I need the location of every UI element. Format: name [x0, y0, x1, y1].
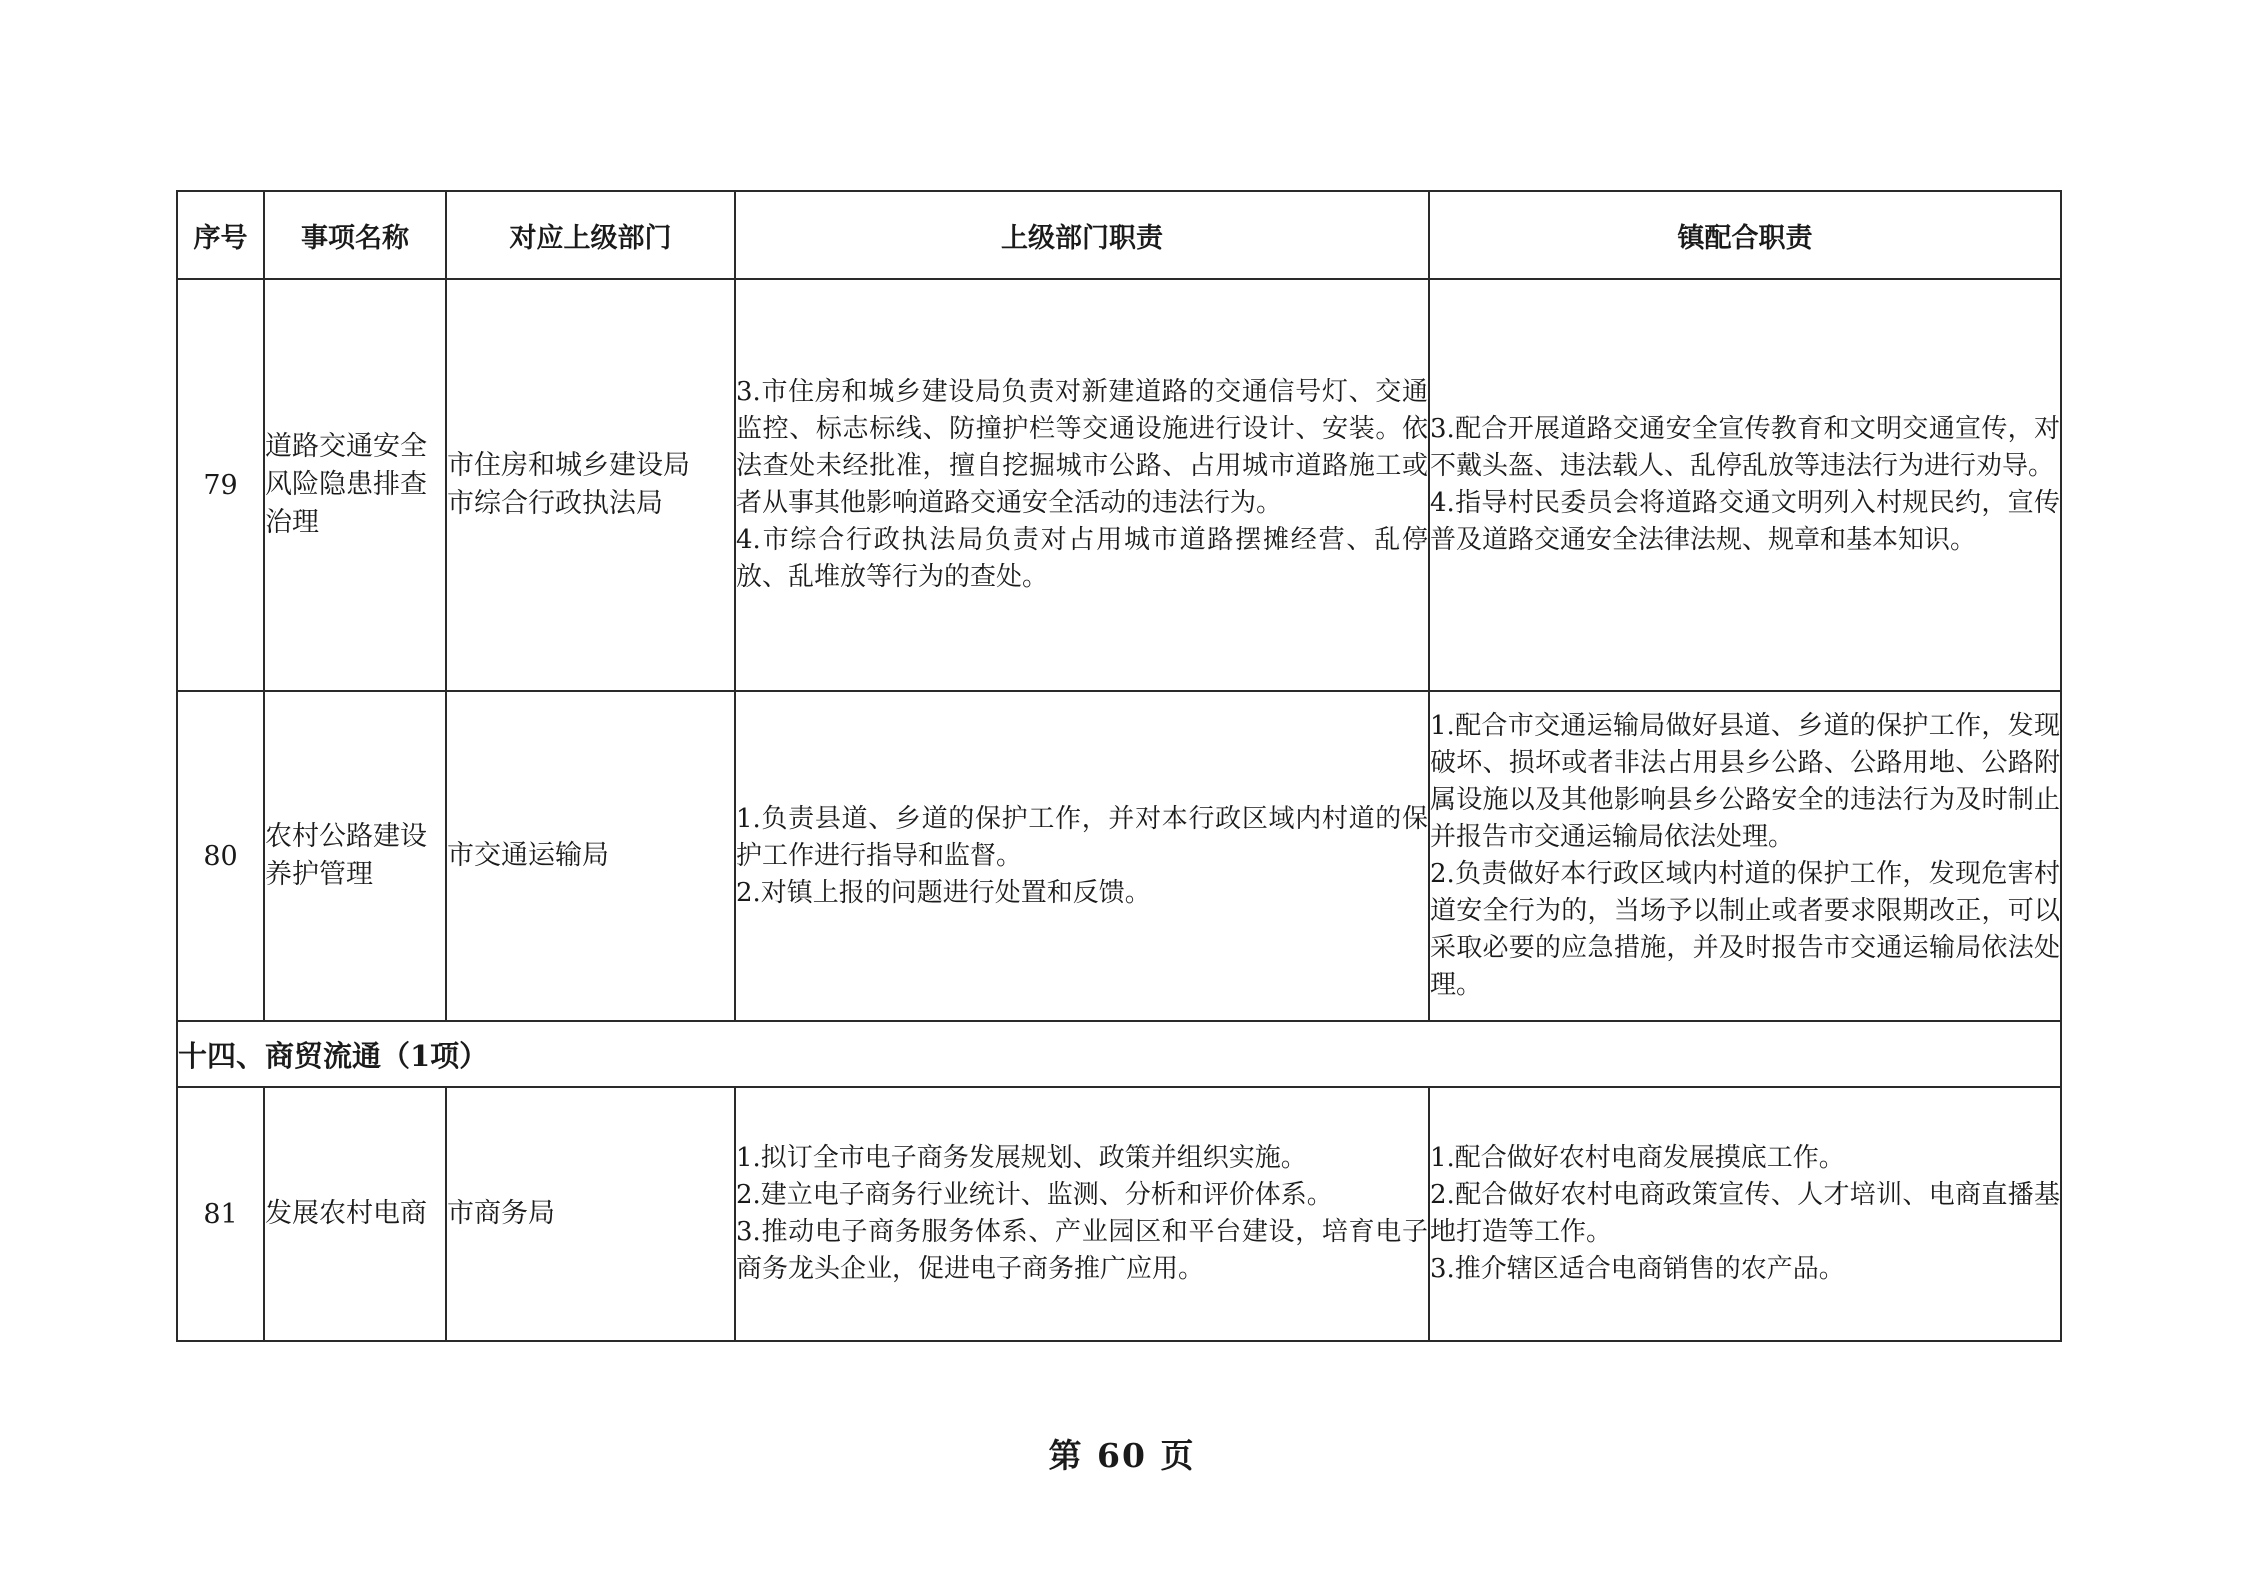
header-name: 事项名称 — [264, 191, 446, 279]
section-row — [177, 1021, 2061, 1087]
duty-item: 3.推介辖区适合电商销售的农产品。 — [1430, 1254, 1845, 1284]
duty-item: 1.拟订全市电子商务发展规划、政策并组织实施。 — [736, 1143, 1307, 1173]
town-duties-cell — [1429, 279, 2061, 691]
dept-cell — [446, 691, 735, 1021]
duty-item: 2.对镇上报的问题进行处置和反馈。 — [736, 877, 1151, 908]
duty-item: 3.市住房和城乡建设局负责对新建道路的交通信号灯、交通监控、标志标线、防撞护栏等交通设施进行设计、安装。依法查处未经批准，擅自挖掘城市公路、占用城市道路施工或者从事其他影响道路交通安全活动的违法行为。 — [736, 377, 1428, 518]
header-num: 序号 — [177, 191, 264, 279]
duty-item: 1.配合做好农村电商发展摸底工作。 — [1430, 1143, 1845, 1173]
duties-table — [176, 190, 2062, 1342]
table-row — [177, 691, 2061, 1021]
item-name: 农村公路建设养护管理 — [264, 691, 446, 1021]
dept-cell — [446, 1087, 735, 1341]
dept-line: 市综合行政执法局 — [447, 488, 663, 519]
item-name: 发展农村电商 — [264, 1087, 446, 1341]
row-number: 81 — [177, 1087, 264, 1341]
dept-line: 市交通运输局 — [447, 840, 609, 871]
duty-item: 2.负责做好本行政区域内村道的保护工作，发现危害村道安全行为的，当场予以制止或者要求限期改正，可以采取必要的应急措施，并及时报告市交通运输局依法处理。 — [1430, 859, 2060, 1000]
dept-line: 市商务局 — [447, 1198, 555, 1229]
table-row — [177, 1087, 2061, 1341]
upper-duties-cell — [735, 691, 1429, 1021]
duty-item: 4.指导村民委员会将道路交通文明列入村规民约，宣传普及道路交通安全法律法规、规章和基本知识。 — [1430, 488, 2060, 555]
page-number: 第 60 页 — [1048, 1436, 1196, 1475]
town-duties-cell — [1429, 1087, 2061, 1341]
item-name: 道路交通安全风险隐患排查治理 — [264, 279, 446, 691]
duty-item: 3.配合开展道路交通安全宣传教育和文明交通宣传，对不戴头盔、违法载人、乱停乱放等违法行为进行劝导。 — [1430, 414, 2060, 481]
table-row — [177, 279, 2061, 691]
header-dept: 对应上级部门 — [446, 191, 735, 279]
row-number: 79 — [177, 279, 264, 691]
duty-item: 2.建立电子商务行业统计、监测、分析和评价体系。 — [736, 1180, 1333, 1210]
table-header-row — [177, 191, 2061, 279]
header-town-duties: 镇配合职责 — [1429, 191, 2061, 279]
duty-item: 1.配合市交通运输局做好县道、乡道的保护工作，发现破坏、损坏或者非法占用县乡公路、公路用地、公路附属设施以及其他影响县乡公路安全的违法行为及时制止并报告市交通运输局依法处理。 — [1430, 711, 2060, 852]
upper-duties-cell — [735, 279, 1429, 691]
duty-item: 1.负责县道、乡道的保护工作，并对本行政区域内村道的保护工作进行指导和监督。 — [736, 803, 1428, 871]
duty-item: 4.市综合行政执法局负责对占用城市道路摆摊经营、乱停放、乱堆放等行为的查处。 — [736, 525, 1428, 592]
dept-cell — [446, 279, 735, 691]
duty-item: 2.配合做好农村电商政策宣传、人才培训、电商直播基地打造等工作。 — [1430, 1180, 2060, 1247]
town-duties-cell — [1429, 691, 2061, 1021]
dept-line: 市住房和城乡建设局 — [447, 450, 690, 481]
upper-duties-cell — [735, 1087, 1429, 1341]
duty-item: 3.推动电子商务服务体系、产业园区和平台建设，培育电子商务龙头企业，促进电子商务推广应用。 — [736, 1217, 1428, 1284]
section-heading: 十四、商贸流通（1项） — [177, 1021, 2061, 1087]
header-upper-duties: 上级部门职责 — [735, 191, 1429, 279]
row-number: 80 — [177, 691, 264, 1021]
